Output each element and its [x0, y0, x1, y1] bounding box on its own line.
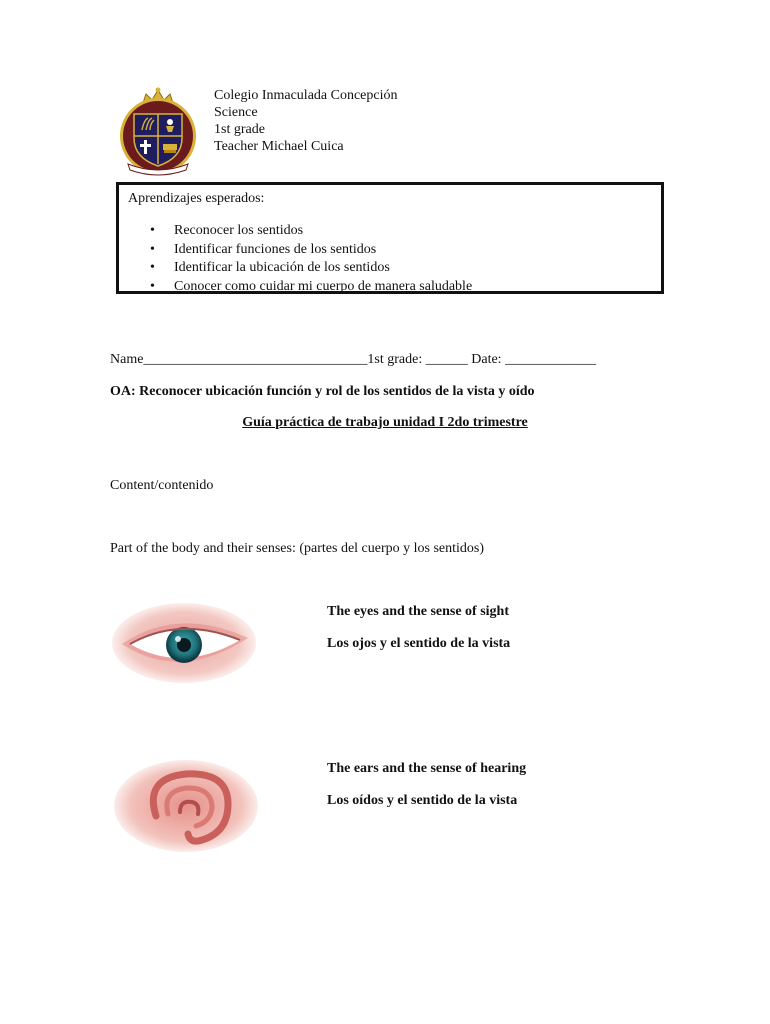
school-crest-logo: [116, 86, 200, 178]
header-block: [214, 87, 398, 155]
list-item: [150, 259, 472, 278]
objectives-list: [150, 222, 472, 296]
teacher-name: Teacher Michael Cuica: [214, 139, 344, 154]
sense-eyes-en: The eyes and the sense of sight: [327, 604, 510, 619]
objective-text: Identificar funciones de los sentidos: [174, 241, 377, 257]
bullet-icon: •: [150, 260, 155, 275]
objective-text: Identificar la ubicación de los sentidos: [174, 260, 390, 275]
content-label: Content/contenido: [110, 478, 214, 493]
objective-text: Conocer como cuidar mi cuerpo de manera saludable: [174, 278, 473, 294]
school-name: Colegio Inmaculada Concepción: [214, 88, 398, 103]
sense-eyes-es: Los ojos y el sentido de la vista: [327, 636, 511, 651]
subject: Science: [214, 105, 258, 120]
list-item: [150, 222, 472, 241]
grade: 1st grade: [214, 122, 265, 137]
ear-illustration-icon: [110, 756, 262, 854]
sense-ears-es: Los oídos y el sentido de la vista: [327, 793, 518, 808]
eye-illustration-icon: [108, 598, 260, 688]
guide-title: Guía práctica de trabajo unidad I 2do trimestre: [242, 415, 528, 430]
list-item: [150, 241, 472, 260]
student-info-line: Name________________________________1st grade: ______ Date: _____________: [110, 352, 597, 367]
objective-text: Reconocer los sentidos: [174, 223, 304, 238]
objectives-title: Aprendizajes esperados:: [128, 191, 265, 206]
list-item: [150, 278, 472, 297]
parts-label: Part of the body and their senses: (partes del cuerpo y los sentidos): [110, 541, 485, 556]
bullet-icon: •: [150, 278, 155, 294]
learning-objective: OA: Reconocer ubicación función y rol de los sentidos de la vista y oído: [110, 384, 535, 399]
bullet-icon: •: [150, 241, 155, 257]
bullet-icon: •: [150, 223, 155, 238]
sense-ears-en: The ears and the sense of hearing: [327, 761, 527, 776]
